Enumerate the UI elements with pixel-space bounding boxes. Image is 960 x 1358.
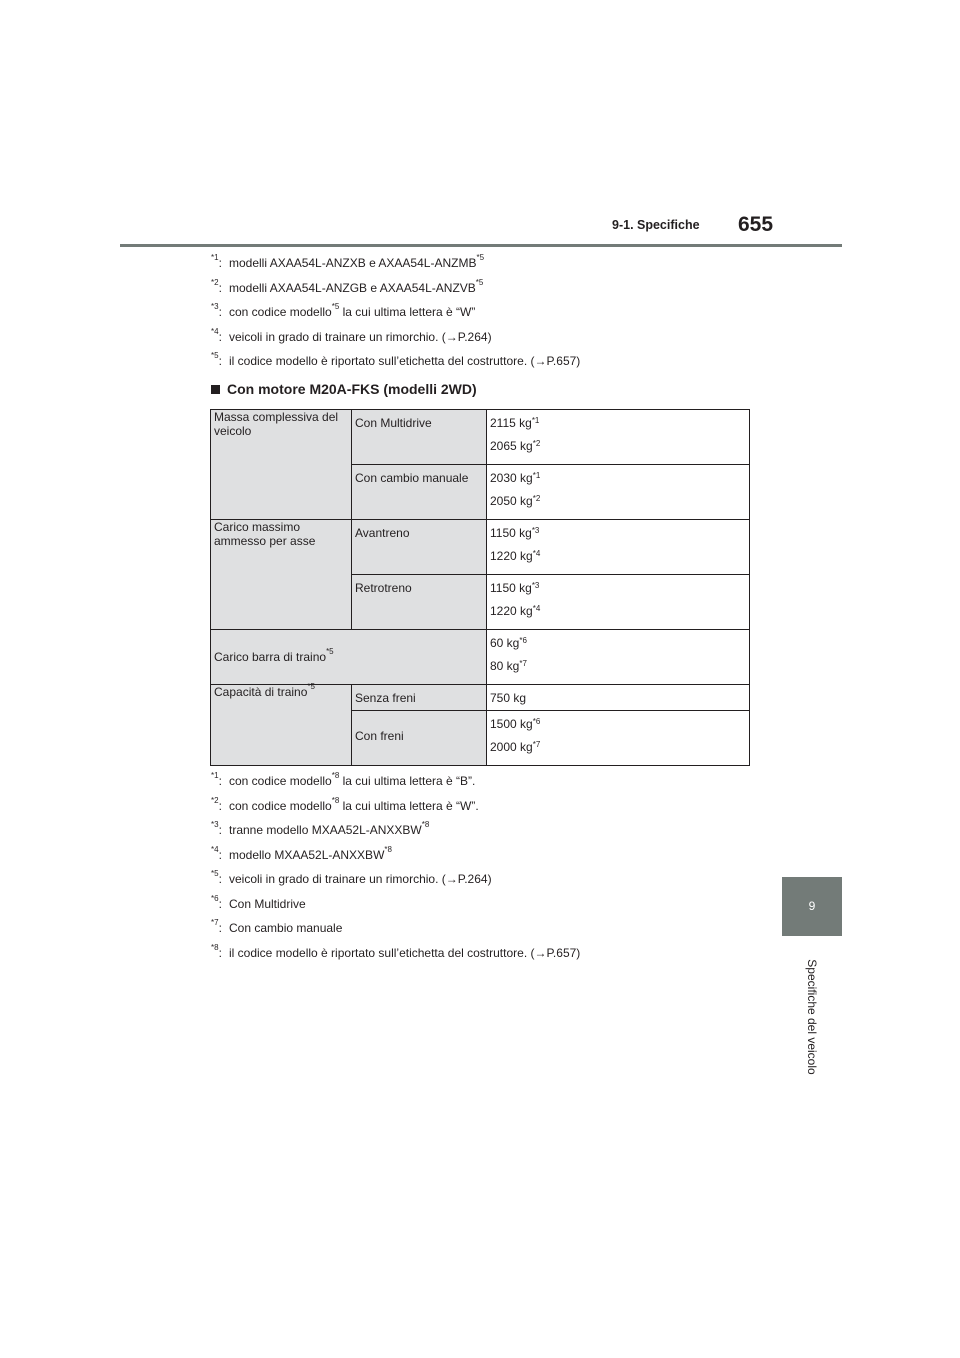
section-title: 9-1. Specifiche xyxy=(612,218,700,232)
value-cell xyxy=(487,685,750,711)
value: 2000 kg xyxy=(490,740,533,754)
footnote: $^{*8}$: il codice modello è riportato sull’etichetta del costruttore. (→P.657) xyxy=(211,942,581,960)
footnote-mark: *4 xyxy=(211,326,219,336)
value-cell xyxy=(487,465,750,520)
footnote-text: modelli AXAA54L-ANZXB e AXAA54L-ANZMB xyxy=(229,256,477,270)
footnote-ref: *6 xyxy=(532,717,541,726)
footnote-mark: *3 xyxy=(211,302,219,311)
footnote: $^{*7}$: Con cambio manuale xyxy=(211,918,343,935)
sub-label-rear: Retrotreno xyxy=(352,575,487,630)
value: 1500 kg xyxy=(490,717,533,731)
footnote-text: la cui ultima lettera è “W”. xyxy=(339,798,479,813)
table-row xyxy=(211,630,750,685)
table-row xyxy=(211,520,750,575)
footnote-text: Con Multidrive xyxy=(229,896,306,911)
square-bullet-icon xyxy=(211,385,220,394)
footnote-ref: *1 xyxy=(531,416,540,425)
header-rule xyxy=(120,244,842,247)
footnote-mark: *8 xyxy=(211,942,219,952)
footnote-text: la cui ultima lettera è “W” xyxy=(339,305,476,319)
footnote-mark: *1 xyxy=(211,253,219,262)
footnote-ref: *5 xyxy=(331,302,340,311)
footnote-text: modello MXAA52L-ANXXBW xyxy=(229,847,385,862)
sub-label-manual: Con cambio manuale xyxy=(352,465,487,520)
value: 80 kg xyxy=(490,659,520,673)
footnote: $^{*3}$: con codice modello$^{*5}$ la cui ultima lettera è “W” xyxy=(211,302,476,319)
value: 2050 kg xyxy=(490,494,533,508)
footnote-text: il codice modello è riportato sull’etichetta del costruttore. (→P.657) xyxy=(229,945,581,960)
footnote-text: con codice modello xyxy=(229,774,332,788)
section-heading xyxy=(211,381,477,397)
footnote-text: tranne modello MXAA52L-ANXXBW xyxy=(229,823,422,837)
footnote: $^{*3}$: tranne modello MXAA52L-ANXXBW$^{*8}$ xyxy=(211,820,430,837)
footnote-mark: *4 xyxy=(211,844,219,854)
section-heading-text: Con motore M20A-FKS (modelli 2WD) xyxy=(227,381,477,397)
footnote-ref: *8 xyxy=(331,771,340,780)
value-cell xyxy=(487,711,750,766)
footnote-mark: *1 xyxy=(211,771,219,780)
footnote-ref: *5 xyxy=(307,682,315,691)
value: 1220 kg xyxy=(490,549,533,563)
table-row xyxy=(211,410,750,465)
footnote-mark: *6 xyxy=(211,893,219,903)
footnote-text: con codice modello xyxy=(229,305,332,319)
footnote-ref: *3 xyxy=(531,581,540,590)
row-label-towbar: Carico barra di traino$^{*5}$ xyxy=(211,630,487,685)
footnote-text: veicoli in grado di trainare un rimorchio. (→P.264) xyxy=(229,872,492,886)
footnote-ref: *8 xyxy=(421,820,430,829)
footnote-ref: *4 xyxy=(532,549,541,558)
footnote-ref: *5 xyxy=(326,647,334,656)
footnote-text: Con cambio manuale xyxy=(229,921,343,935)
footnote: $^{*6}$: Con Multidrive xyxy=(211,893,306,911)
footnote-mark: *3 xyxy=(211,820,219,829)
sub-label-front: Avantreno xyxy=(352,520,487,575)
footnote: $^{*5}$: il codice modello è riportato sull’etichetta del costruttore. (→P.657) xyxy=(211,351,581,368)
footnote-ref: *7 xyxy=(532,740,541,749)
footnote: $^{*2}$: modelli AXAA54L-ANZGB e AXAA54L-ANZVB$^{*5}$ xyxy=(211,277,484,295)
row-label-towing: Capacità di traino$^{*5}$ xyxy=(211,685,352,766)
value-cell xyxy=(487,575,750,630)
table-row xyxy=(211,685,750,711)
footnote-text: la cui ultima lettera è “B”. xyxy=(339,774,476,788)
footnote: $^{*4}$: modello MXAA52L-ANXXBW$^{*8}$ xyxy=(211,844,392,862)
footnote-mark: *2 xyxy=(211,277,219,287)
footnote: $^{*2}$: con codice modello$^{*8}$ la cui ultima lettera è “W”. xyxy=(211,795,479,813)
footnote-ref: *3 xyxy=(531,526,540,535)
row-label-gross-mass: Massa complessiva del veicolo xyxy=(211,410,352,520)
footnote-mark: *7 xyxy=(211,918,219,927)
value: 1150 kg xyxy=(490,581,532,595)
value: 750 kg xyxy=(490,691,527,705)
spec-table xyxy=(210,409,750,766)
footnote: $^{*4}$: veicoli in grado di trainare un rimorchio. (→P.264) xyxy=(211,326,492,344)
footnote: $^{*1}$: con codice modello$^{*8}$ la cui ultima lettera è “B”. xyxy=(211,771,476,788)
footnote: $^{*5}$: veicoli in grado di trainare un rimorchio. (→P.264) xyxy=(211,869,492,886)
value: 1220 kg xyxy=(490,604,533,618)
value: 2030 kg xyxy=(490,471,533,485)
footnotes-top xyxy=(211,253,771,379)
footnote-text: con codice modello xyxy=(229,798,332,813)
footnote-text: modelli AXAA54L-ANZGB e AXAA54L-ANZVB xyxy=(229,280,476,295)
row-label-axle-load: Carico massimo ammesso per asse xyxy=(211,520,352,630)
footnote-ref: *2 xyxy=(532,439,541,448)
footnote-ref: *7 xyxy=(519,659,527,668)
value-cell xyxy=(487,630,750,685)
footnote-ref: *4 xyxy=(532,604,541,613)
value-cell xyxy=(487,520,750,575)
footnote-ref: *5 xyxy=(476,253,485,262)
sub-label-braked: Con freni xyxy=(352,711,487,766)
footnote: $^{*1}$: modelli AXAA54L-ANZXB e AXAA54L-ANZMB$^{*5}$ xyxy=(211,253,485,270)
footnote-mark: *5 xyxy=(211,351,219,360)
value: 2065 kg xyxy=(490,439,533,453)
footnote-ref: *1 xyxy=(532,471,541,480)
value: 60 kg xyxy=(490,636,520,650)
footnote-ref: *5 xyxy=(475,277,484,287)
page-number: 655 xyxy=(738,213,774,236)
value: 1150 kg xyxy=(490,526,532,540)
value: 2115 kg xyxy=(490,416,532,430)
footnote-ref: *8 xyxy=(384,844,392,854)
footnote-text: il codice modello è riportato sull’etichetta del costruttore. (→P.657) xyxy=(229,354,581,368)
footnotes-bottom xyxy=(211,771,771,970)
footnote-text: veicoli in grado di trainare un rimorchio. (→P.264) xyxy=(229,329,492,344)
footnote-mark: *5 xyxy=(211,869,219,878)
chapter-label: Specifiche del veicolo xyxy=(805,959,819,1075)
value-cell xyxy=(487,410,750,465)
footnote-ref: *6 xyxy=(519,636,527,645)
sub-label-multidrive: Con Multidrive xyxy=(352,410,487,465)
sub-label-unbraked: Senza freni xyxy=(352,685,487,711)
footnote-ref: *2 xyxy=(532,494,541,503)
chapter-tab: 9 xyxy=(782,877,842,936)
footnote-ref: *8 xyxy=(331,795,340,805)
footnote-mark: *2 xyxy=(211,795,219,805)
